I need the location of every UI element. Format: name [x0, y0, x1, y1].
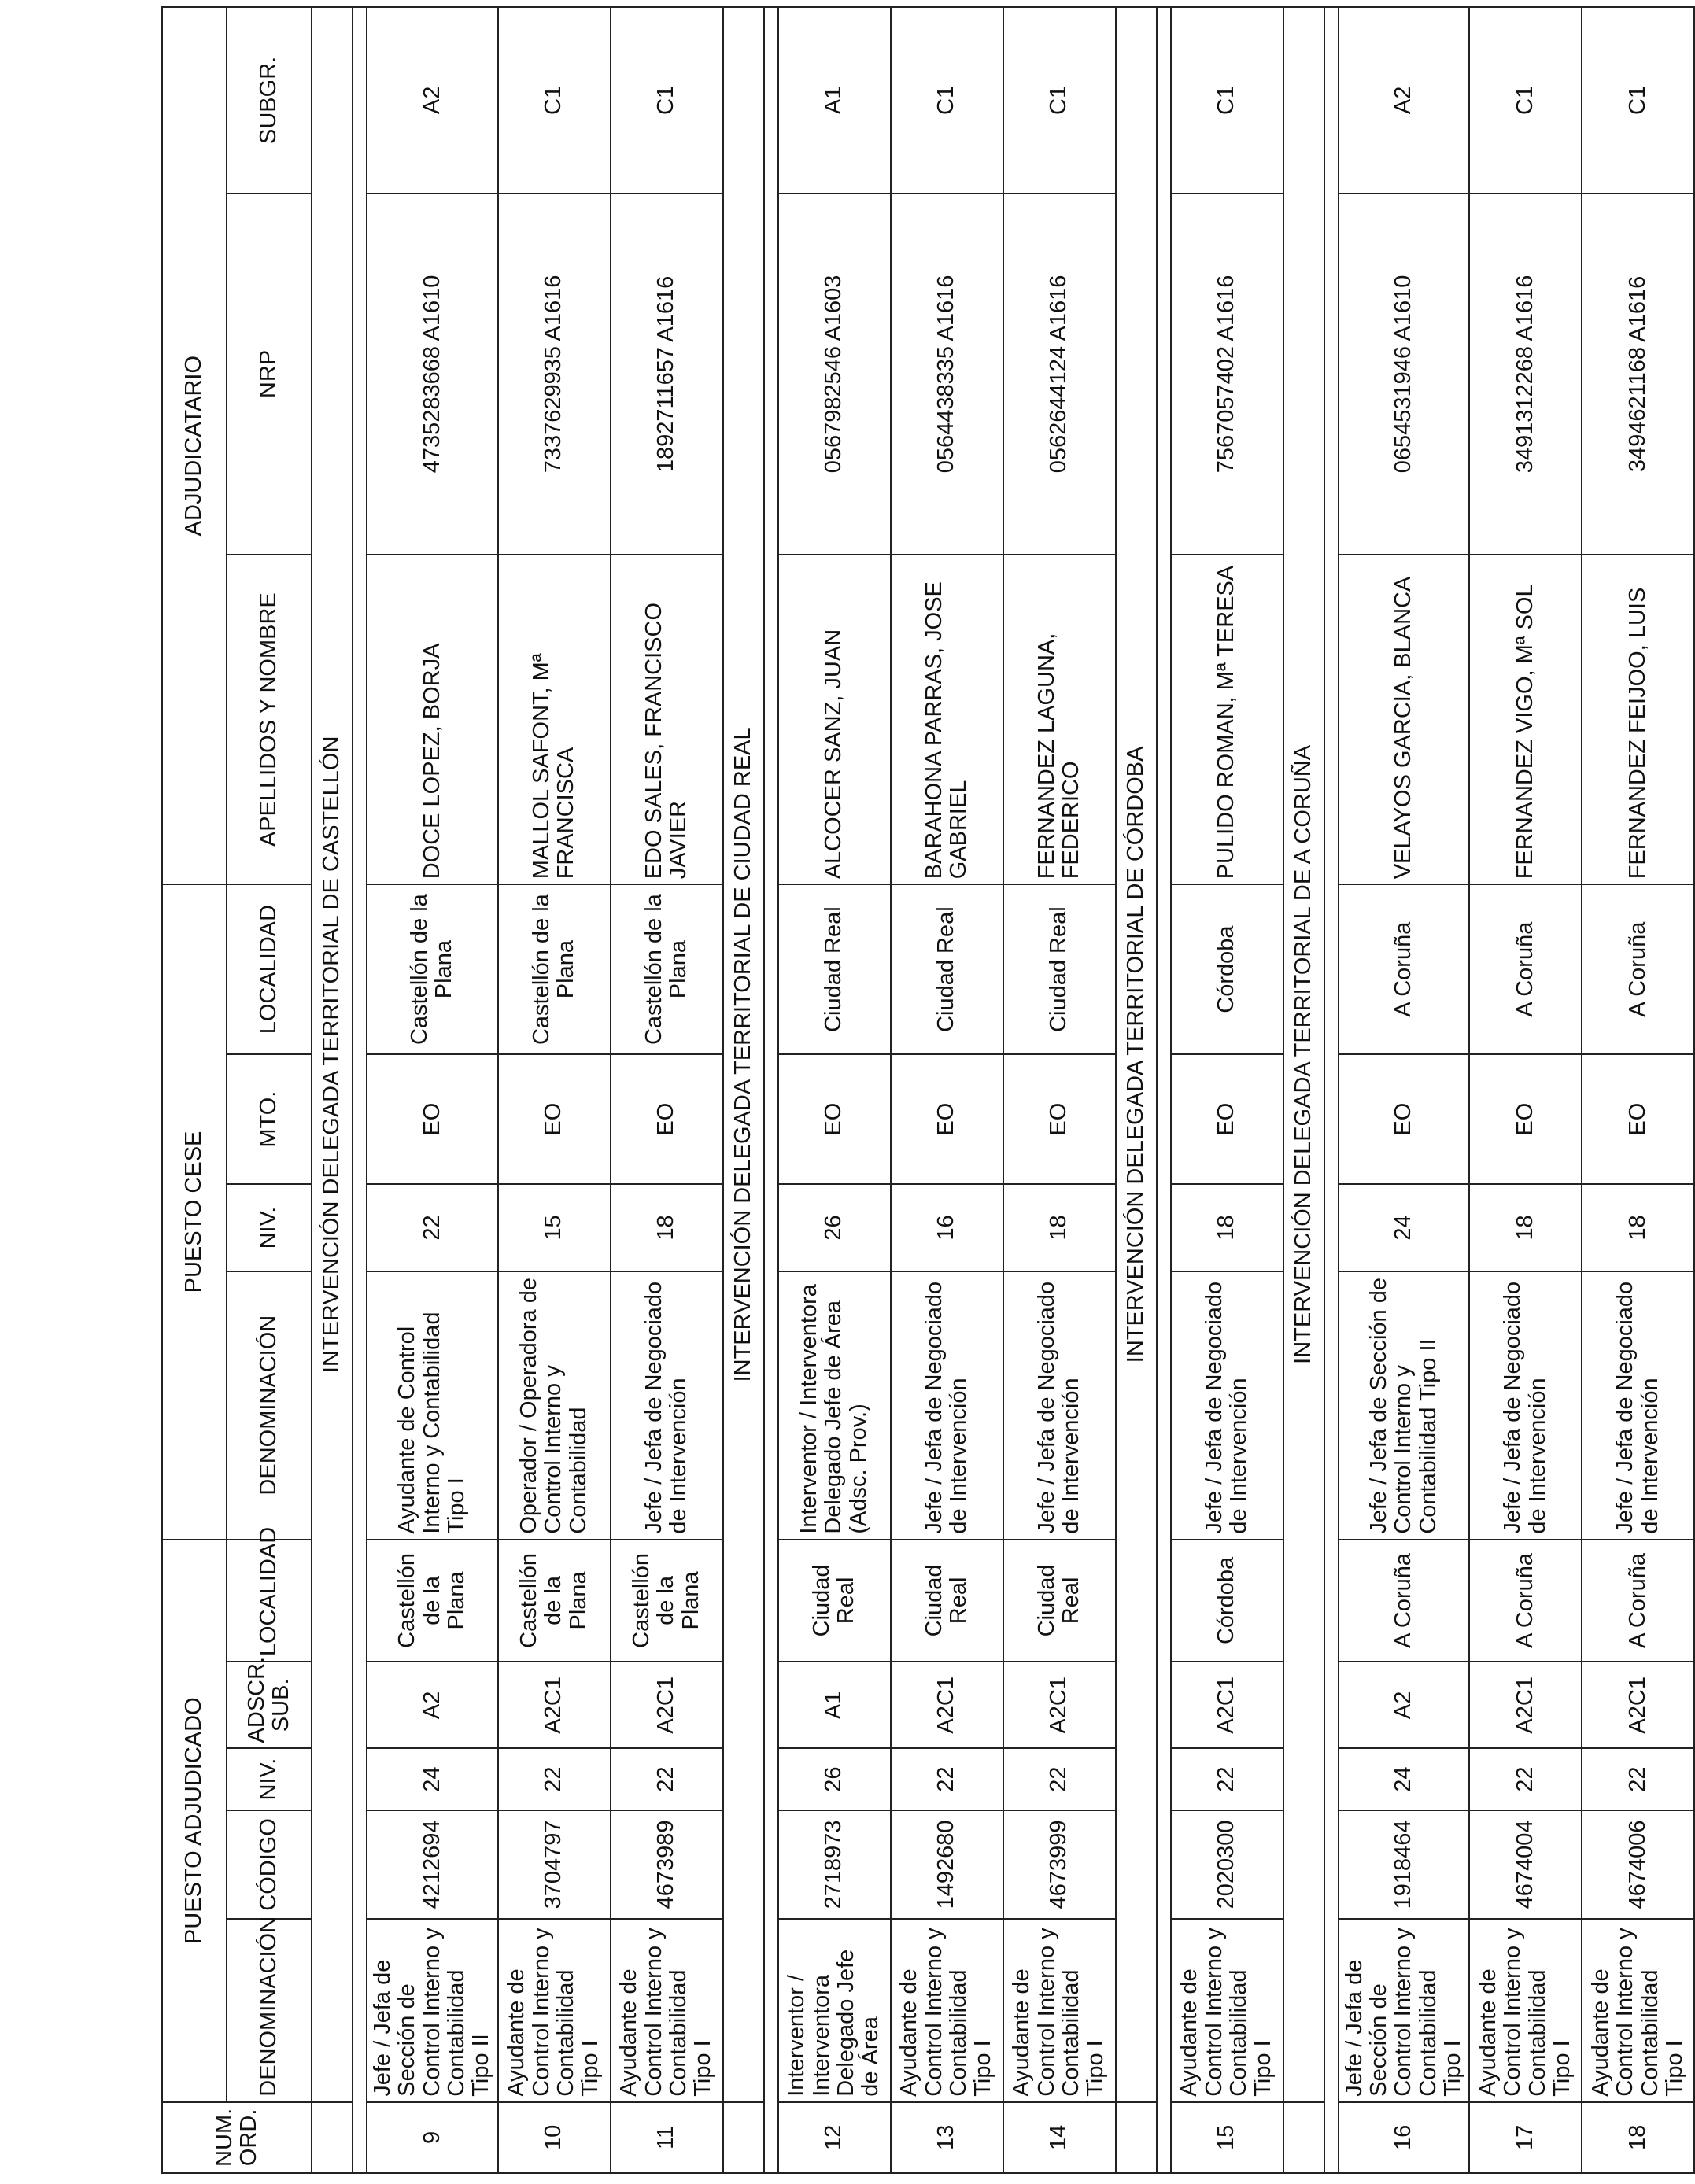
adjudication-table	[161, 6, 1695, 2174]
cell-cese-localidad: Castellón de la Plana	[367, 884, 498, 1054]
section-num-cell	[1116, 2102, 1157, 2173]
cell-codigo: 1918464	[1339, 1810, 1470, 1919]
cell-adj-localidad: Córdoba	[1171, 1540, 1283, 1662]
cell-nombre: DOCE LOPEZ, BORJA	[367, 555, 498, 884]
cell-adj-denominacion: Jefe / Jefa de Sección de Control Interno y Contabilidad Tipo I	[1339, 1919, 1470, 2102]
cell-adj-localidad: A Coruña	[1469, 1540, 1582, 1662]
cell-adj-localidad: Castellón de la Plana	[367, 1540, 498, 1662]
cell-nombre: FERNANDEZ FEIJOO, LUIS	[1582, 555, 1694, 884]
cell-adscr-sub: A2C1	[1003, 1662, 1116, 1748]
cell-codigo: 3704797	[498, 1810, 611, 1919]
spacer-cell	[1324, 7, 1339, 2173]
cell-cese-niv: 16	[891, 1184, 1003, 1271]
cell-mto: EO	[891, 1054, 1003, 1184]
cell-codigo: 1492680	[891, 1810, 1003, 1919]
cell-cese-localidad: Ciudad Real	[778, 884, 891, 1054]
cell-nrp: 0567982546 A1603	[778, 194, 891, 555]
cell-codigo: 2020300	[1171, 1810, 1283, 1919]
section-num-cell	[1283, 2102, 1324, 2173]
cell-cese-niv: 22	[367, 1184, 498, 1271]
cell-cese-localidad: Castellón de la Plana	[498, 884, 611, 1054]
cell-cese-localidad: Castellón de la Plana	[611, 884, 723, 1054]
cell-nombre: ALCOCER SANZ, JUAN	[778, 555, 891, 884]
table-row	[611, 7, 723, 2173]
cell-subgr: C1	[611, 7, 723, 194]
spacer-row	[353, 7, 367, 2173]
cell-adj-denominacion: Ayudante de Control Interno y Contabilidad Tipo I	[498, 1919, 611, 2102]
header-adj-niv: NIV.	[227, 1748, 312, 1810]
cell-cese-localidad: Córdoba	[1171, 884, 1283, 1054]
cell-adj-localidad: A Coruña	[1582, 1540, 1694, 1662]
cell-num: 15	[1171, 2102, 1283, 2173]
header-codigo: CÓDIGO	[227, 1810, 312, 1919]
cell-cese-niv: 15	[498, 1184, 611, 1271]
cell-cese-localidad: A Coruña	[1469, 884, 1582, 1054]
cell-nrp: 7567057402 A1616	[1171, 194, 1283, 555]
cell-subgr: A2	[1339, 7, 1470, 194]
cell-adj-denominacion: Ayudante de Control Interno y Contabilidad Tipo I	[1469, 1919, 1582, 2102]
cell-adj-denominacion: Ayudante de Control Interno y Contabilidad Tipo I	[1003, 1919, 1116, 2102]
cell-adj-denominacion: Ayudante de Control Interno y Contabilidad Tipo I	[1171, 1919, 1283, 2102]
cell-adj-niv: 24	[367, 1748, 498, 1810]
spacer-row	[764, 7, 778, 2173]
header-adj-localidad: LOCALIDAD	[227, 1540, 312, 1662]
cell-num: 11	[611, 2102, 723, 2173]
cell-num: 16	[1339, 2102, 1470, 2173]
cell-cese-denominacion: Jefe / Jefa de Negociado de Intervención	[611, 1271, 723, 1540]
spacer-row	[1324, 7, 1339, 2173]
cell-adj-niv: 26	[778, 1748, 891, 1810]
cell-subgr: C1	[891, 7, 1003, 194]
table-row	[1003, 7, 1116, 2173]
group-header-row	[162, 7, 227, 2173]
cell-nrp: 3494621168 A1616	[1582, 194, 1694, 555]
section-num-cell	[312, 2102, 353, 2173]
cell-num: 14	[1003, 2102, 1116, 2173]
cell-cese-localidad: A Coruña	[1339, 884, 1470, 1054]
cell-adj-niv: 22	[891, 1748, 1003, 1810]
spacer-cell	[764, 7, 778, 2173]
section-title: INTERVENCIÓN DELEGADA TERRITORIAL DE CIUDAD REAL	[723, 7, 764, 2102]
cell-subgr: C1	[1469, 7, 1582, 194]
cell-cese-niv: 18	[1582, 1184, 1694, 1271]
cell-mto: EO	[1469, 1054, 1582, 1184]
cell-num: 17	[1469, 2102, 1582, 2173]
header-adjudicatario: ADJUDICATARIO	[162, 7, 227, 884]
header-cese-denominacion: DENOMINACIÓN	[227, 1271, 312, 1540]
cell-mto: EO	[498, 1054, 611, 1184]
cell-adj-denominacion: Interventor / Interventora Delegado Jefe de Área	[778, 1919, 891, 2102]
cell-cese-localidad: Ciudad Real	[891, 884, 1003, 1054]
cell-nrp: 0654531946 A1610	[1339, 194, 1470, 555]
spacer-row	[1157, 7, 1171, 2173]
cell-cese-denominacion: Jefe / Jefa de Negociado de Intervención	[1582, 1271, 1694, 1540]
section-header-row	[312, 7, 353, 2173]
cell-cese-niv: 18	[611, 1184, 723, 1271]
table-row	[1339, 7, 1470, 2173]
cell-nombre: VELAYOS GARCIA, BLANCA	[1339, 555, 1470, 884]
cell-cese-denominacion: Jefe / Jefa de Negociado de Intervención	[1003, 1271, 1116, 1540]
cell-subgr: A1	[778, 7, 891, 194]
cell-nrp: 4735283668 A1610	[367, 194, 498, 555]
cell-codigo: 4673999	[1003, 1810, 1116, 1919]
cell-num: 18	[1582, 2102, 1694, 2173]
cell-mto: EO	[1582, 1054, 1694, 1184]
cell-adj-niv: 22	[611, 1748, 723, 1810]
cell-cese-niv: 24	[1339, 1184, 1470, 1271]
cell-adscr-sub: A2	[1339, 1662, 1470, 1748]
cell-codigo: 4674004	[1469, 1810, 1582, 1919]
table-row	[778, 7, 891, 2173]
cell-nrp: 3491312268 A1616	[1469, 194, 1582, 555]
cell-codigo: 4673989	[611, 1810, 723, 1919]
cell-nombre: PULIDO ROMAN, Mª TERESA	[1171, 555, 1283, 884]
cell-cese-denominacion: Jefe / Jefa de Sección de Control Interno y Contabilidad Tipo II	[1339, 1271, 1470, 1540]
cell-nombre: MALLOL SAFONT, Mª FRANCISCA	[498, 555, 611, 884]
cell-cese-niv: 18	[1003, 1184, 1116, 1271]
cell-nombre: EDO SALES, FRANCISCO JAVIER	[611, 555, 723, 884]
header-nrp: NRP	[227, 194, 312, 555]
cell-cese-niv: 18	[1171, 1184, 1283, 1271]
header-puesto-adjudicado: PUESTO ADJUDICADO	[162, 1540, 227, 2102]
header-adscr-sub: ADSCR. SUB.	[227, 1662, 312, 1748]
cell-adscr-sub: A2C1	[1171, 1662, 1283, 1748]
cell-adj-localidad: Ciudad Real	[891, 1540, 1003, 1662]
cell-subgr: C1	[1003, 7, 1116, 194]
cell-cese-niv: 18	[1469, 1184, 1582, 1271]
cell-adscr-sub: A2C1	[611, 1662, 723, 1748]
cell-adj-localidad: Ciudad Real	[1003, 1540, 1116, 1662]
cell-adscr-sub: A2	[367, 1662, 498, 1748]
cell-adj-niv: 24	[1339, 1748, 1470, 1810]
table-row	[1582, 7, 1694, 2173]
cell-adj-localidad: Castellón de la Plana	[498, 1540, 611, 1662]
cell-cese-denominacion: Ayudante de Control Interno y Contabilidad Tipo I	[367, 1271, 498, 1540]
column-header-row	[227, 7, 312, 2173]
cell-mto: EO	[1171, 1054, 1283, 1184]
section-header-row	[1116, 7, 1157, 2173]
cell-codigo: 4674006	[1582, 1810, 1694, 1919]
cell-adj-localidad: Castellón de la Plana	[611, 1540, 723, 1662]
cell-adscr-sub: A1	[778, 1662, 891, 1748]
cell-cese-denominacion: Operador / Operadora de Control Interno y Contabilidad	[498, 1271, 611, 1540]
table-row	[1171, 7, 1283, 2173]
header-cese-niv: NIV.	[227, 1184, 312, 1271]
cell-adj-niv: 22	[1003, 1748, 1116, 1810]
header-puesto-cese: PUESTO CESE	[162, 884, 227, 1539]
cell-cese-denominacion: Jefe / Jefa de Negociado de Intervención	[1469, 1271, 1582, 1540]
cell-adscr-sub: A2C1	[1582, 1662, 1694, 1748]
section-title: INTERVENCIÓN DELEGADA TERRITORIAL DE CÓRDOBA	[1116, 7, 1157, 2102]
cell-cese-localidad: A Coruña	[1582, 884, 1694, 1054]
cell-mto: EO	[1339, 1054, 1470, 1184]
cell-mto: EO	[1003, 1054, 1116, 1184]
cell-nombre: BARAHONA PARRAS, JOSE GABRIEL	[891, 555, 1003, 884]
cell-adj-localidad: A Coruña	[1339, 1540, 1470, 1662]
cell-adj-denominacion: Ayudante de Control Interno y Contabilidad Tipo I	[1582, 1919, 1694, 2102]
cell-nrp: 0564438335 A1616	[891, 194, 1003, 555]
cell-num: 12	[778, 2102, 891, 2173]
table-row	[498, 7, 611, 2173]
cell-nombre: FERNANDEZ VIGO, Mª SOL	[1469, 555, 1582, 884]
header-cese-localidad: LOCALIDAD	[227, 884, 312, 1054]
section-title: INTERVENCIÓN DELEGADA TERRITORIAL DE A CORUÑA	[1283, 7, 1324, 2102]
section-header-row	[1283, 7, 1324, 2173]
spacer-cell	[353, 7, 367, 2173]
cell-adscr-sub: A2C1	[498, 1662, 611, 1748]
header-subgr: SUBGR.	[227, 7, 312, 194]
cell-codigo: 2718973	[778, 1810, 891, 1919]
cell-codigo: 4212694	[367, 1810, 498, 1919]
cell-nrp: 0562644124 A1616	[1003, 194, 1116, 555]
cell-adscr-sub: A2C1	[1469, 1662, 1582, 1748]
cell-adj-denominacion: Ayudante de Control Interno y Contabilidad Tipo I	[891, 1919, 1003, 2102]
section-num-cell	[723, 2102, 764, 2173]
cell-cese-localidad: Ciudad Real	[1003, 884, 1116, 1054]
cell-num: 9	[367, 2102, 498, 2173]
cell-num: 13	[891, 2102, 1003, 2173]
cell-subgr: C1	[498, 7, 611, 194]
cell-mto: EO	[778, 1054, 891, 1184]
cell-adj-localidad: Ciudad Real	[778, 1540, 891, 1662]
cell-subgr: C1	[1171, 7, 1283, 194]
header-apellidos-nombre: APELLIDOS Y NOMBRE	[227, 555, 312, 884]
table-row	[1469, 7, 1582, 2173]
cell-subgr: C1	[1582, 7, 1694, 194]
cell-mto: EO	[611, 1054, 723, 1184]
cell-cese-denominacion: Jefe / Jefa de Negociado de Intervención	[1171, 1271, 1283, 1540]
cell-adj-niv: 22	[1582, 1748, 1694, 1810]
header-num-ord: NUM. ORD.	[162, 2102, 312, 2173]
cell-adj-denominacion: Ayudante de Control Interno y Contabilidad Tipo I	[611, 1919, 723, 2102]
cell-adj-niv: 22	[498, 1748, 611, 1810]
header-adj-denominacion: DENOMINACIÓN	[227, 1919, 312, 2102]
table-row	[891, 7, 1003, 2173]
cell-num: 10	[498, 2102, 611, 2173]
rotated-page	[161, 6, 1687, 2174]
cell-adj-denominacion: Jefe / Jefa de Sección de Control Interno y Contabilidad Tipo II	[367, 1919, 498, 2102]
cell-nombre: FERNANDEZ LAGUNA, FEDERICO	[1003, 555, 1116, 884]
cell-nrp: 7337629935 A1616	[498, 194, 611, 555]
section-title: INTERVENCIÓN DELEGADA TERRITORIAL DE CASTELLÓN	[312, 7, 353, 2102]
cell-cese-denominacion: Jefe / Jefa de Negociado de Intervención	[891, 1271, 1003, 1540]
cell-nrp: 1892711657 A1616	[611, 194, 723, 555]
cell-adj-niv: 22	[1469, 1748, 1582, 1810]
cell-adscr-sub: A2C1	[891, 1662, 1003, 1748]
cell-cese-denominacion: Interventor / Interventora Delegado Jefe de Área (Adsc. Prov.)	[778, 1271, 891, 1540]
cell-mto: EO	[367, 1054, 498, 1184]
cell-subgr: A2	[367, 7, 498, 194]
header-mto: MTO.	[227, 1054, 312, 1184]
table-body	[312, 7, 1694, 2173]
section-header-row	[723, 7, 764, 2173]
cell-adj-niv: 22	[1171, 1748, 1283, 1810]
table-row	[367, 7, 498, 2173]
spacer-cell	[1157, 7, 1171, 2173]
cell-cese-niv: 26	[778, 1184, 891, 1271]
